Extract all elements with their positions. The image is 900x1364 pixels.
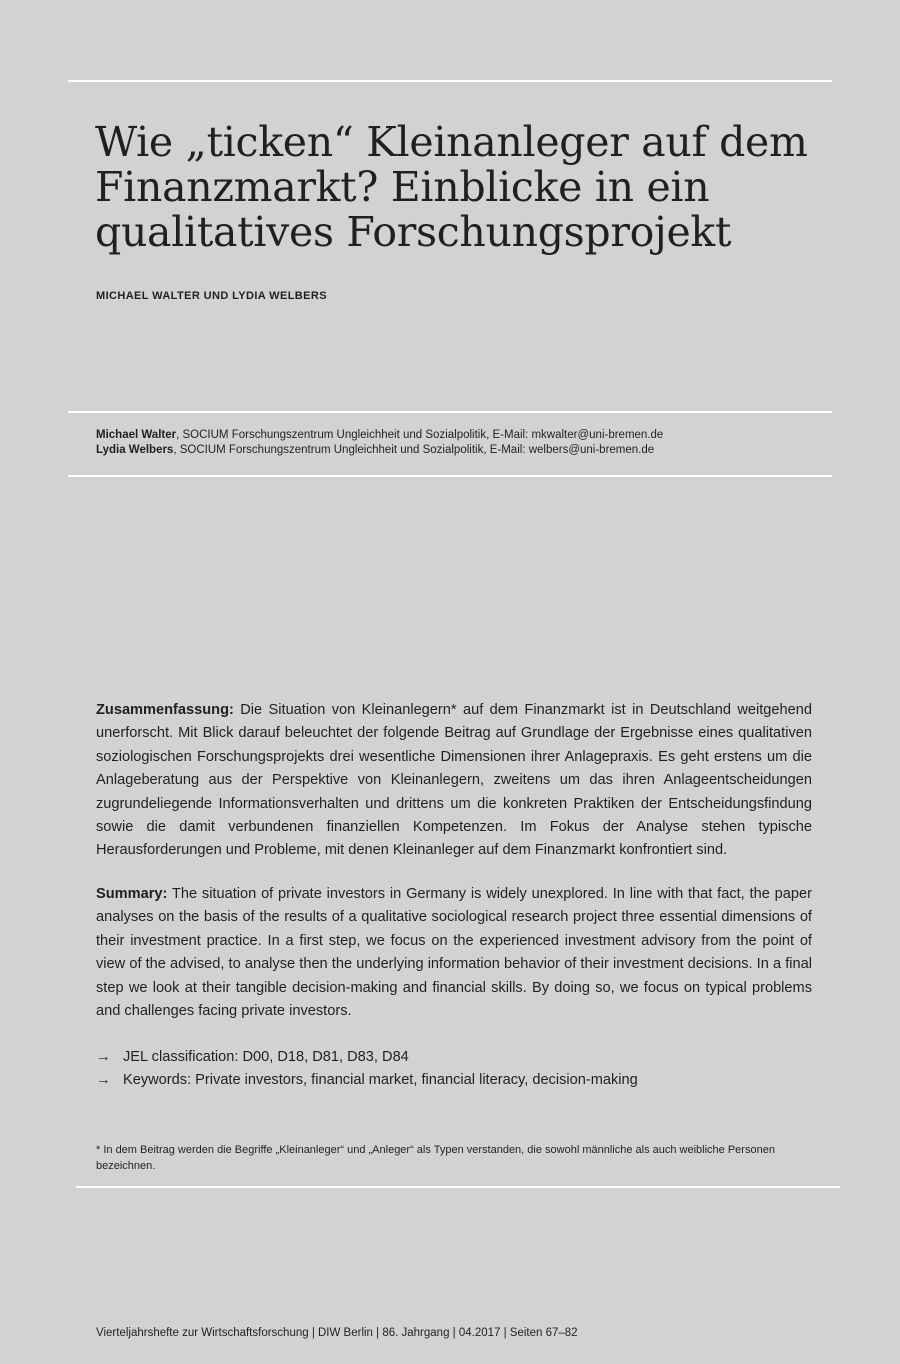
abstract-english-text: The situation of private investors in Germany is widely unexplored. In line with that fact, the paper analyses on the basis of the results of a qualitative sociological research project three essential dimensions of their investment practice. In a first step, we focus on the experienced investment advisory from the point of view of the advised, to analyse then the underlying information behavior of their investment decisions. In a final step we look at their tangible decision-making and financial skills. By doing so, we focus on typical problems and challenges facing private investors. [96,886,812,1020]
abstract-german [96,699,812,863]
jel-classification-item [96,1046,638,1069]
footnote-bottom-rule [76,1186,840,1188]
jel-classification: JEL classification: D00, D18, D81, D83, D84 [123,1049,409,1065]
affiliation-line [96,428,836,443]
journal-footer: Vierteljahrshefte zur Wirtschaftsforschung | DIW Berlin | 86. Jahrgang | 04.2017 | Seiten 67–82 [96,1327,578,1339]
affiliation-top-rule [68,411,832,413]
author-affiliation: , SOCIUM Forschungszentrum Ungleichheit und Sozialpolitik, E-Mail: welbers@uni-bremen.de [173,444,655,456]
author-name: Lydia Welbers [96,444,174,456]
affiliations-block [96,428,836,458]
article-title: Wie „ticken“ Kleinanleger auf dem Finanzmarkt? Einblicke in ein qualitatives Forschungsprojekt [95,118,808,256]
arrow-right-icon: → [96,1072,111,1088]
author-name: Michael Walter [96,429,177,441]
abstract-english [96,883,812,1023]
abstract-german-label: Zusammenfassung: [96,702,234,718]
keywords-item [96,1069,638,1092]
abstract-german-text: Die Situation von Kleinanlegern* auf dem Finanzmarkt ist in Deutschland weitgehend unerforscht. Mit Blick darauf beleuchtet der folgende Beitrag auf Grundlage der Ergebnisse eines qualitativen soziologischen Forschungsprojekts drei wesentliche Dimensionen ihrer Anlagepraxis. Es geht erstens um die Anlageberatung aus der Perspektive von Kleinanlegern, zweitens um das ihren Anlageentscheidungen zugrundeliegende Informationsverhalten und drittens um die konkreten Praktiken der Entscheidungsfindung sowie die damit verbundenen finanziellen Kompetenzen. Im Fokus der Analyse stehen typische Herausforderungen und Probleme, mit denen Kleinanleger auf dem Finanzmarkt konfrontiert sind. [96,702,812,859]
affiliation-bottom-rule [68,475,832,477]
top-rule [68,80,832,82]
abstract-english-label: Summary: [96,886,168,902]
classification-list [96,1046,638,1092]
arrow-right-icon: → [96,1049,111,1065]
footnote: * In dem Beitrag werden die Begriffe „Kleinanleger“ und „Anleger“ als Typen verstanden, die sowohl männliche als auch weibliche Personen bezeichnen. [96,1144,775,1172]
author-affiliation: , SOCIUM Forschungszentrum Ungleichheit und Sozialpolitik, E-Mail: mkwalter@uni-bremen.de [176,429,664,441]
keywords: Keywords: Private investors, financial market, financial literacy, decision-making [123,1072,638,1088]
affiliation-line [96,443,836,458]
article-authors: MICHAEL WALTER UND LYDIA WELBERS [96,290,327,302]
